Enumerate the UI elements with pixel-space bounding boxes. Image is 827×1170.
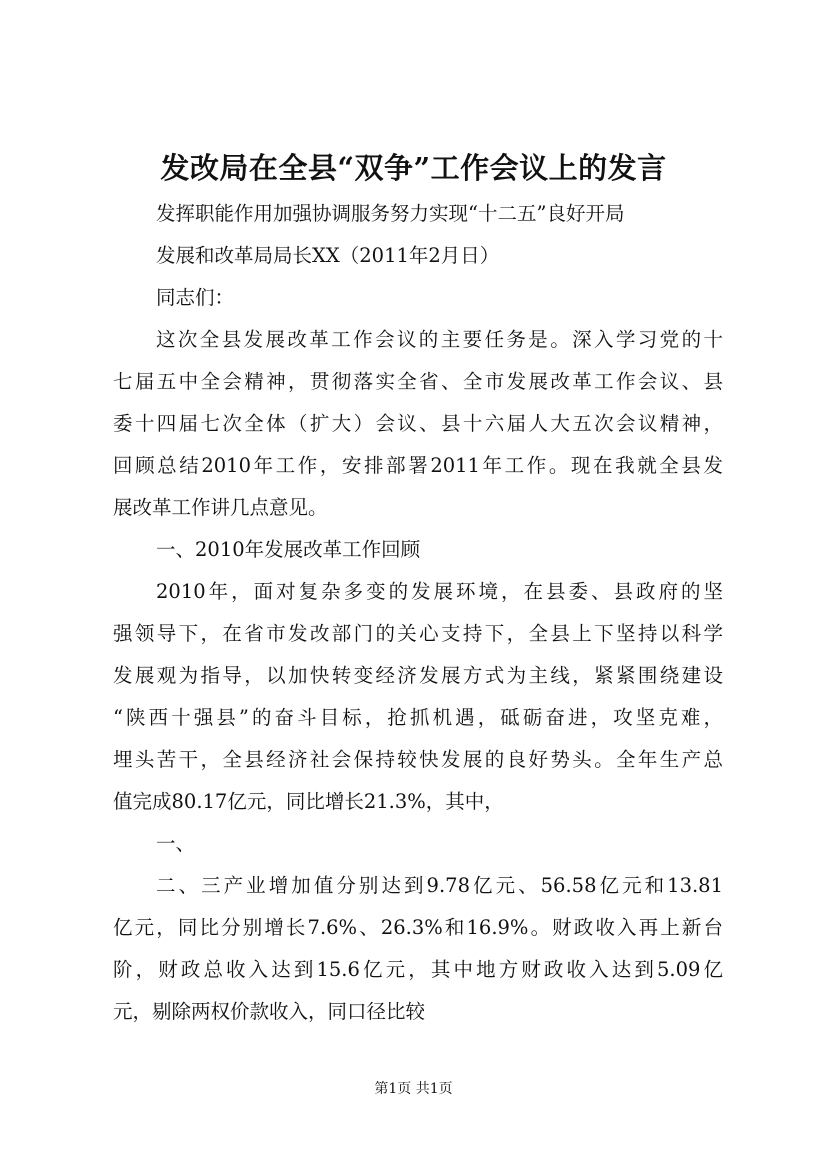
paragraph-line: 元，剔除两权价款收入，同口径比较 [113,1000,426,1023]
paragraph-line: 亿元，同比分别增长7.6%、26.3%和16.9%。财政收入再上新台 [113,916,723,939]
paragraph-line: 强领导下，在省市发改部门的关心支持下，全县上下坚持以科学 [113,622,723,645]
paragraph-line: 埋头苦干，全县经济社会保持较快发展的良好势头。全年生产总 [113,748,723,771]
paragraph-line: 委十四届七次全体（扩大）会议、县十六届人大五次会议精神， [113,412,723,435]
paragraph-line: “陕西十强县”的奋斗目标，抢抓机遇，砥砺奋进，攻坚克难， [113,706,723,729]
paragraph-line: 七届五中全会精神，贯彻落实全省、全市发展改革工作会议、县 [113,370,723,393]
page-number-footer: 第1页 共1页 [374,1081,453,1097]
paragraph-line: 二、三产业增加值分别达到9.78亿元、56.58亿元和13.81 [156,874,723,897]
paragraph-line: 这次全县发展改革工作会议的主要任务是。深入学习党的十 [156,328,723,351]
paragraph-line: 发展观为指导，以加快转变经济发展方式为主线，紧紧围绕建设 [113,664,723,687]
paragraph-line: 一、 [156,832,196,855]
author-line: 发展和改革局局长XX（2011年2月日） [156,244,500,267]
paragraph-line: 阶，财政总收入达到15.6亿元，其中地方财政收入达到5.09亿 [113,958,723,981]
section-heading: 一、2010年发展改革工作回顾 [156,538,421,561]
salutation-line: 同志们： [156,286,235,309]
paragraph-line: 回顾总结2010年工作，安排部署2011年工作。现在我就全县发 [113,454,723,477]
paragraph-line: 值完成80.17亿元，同比增长21.3%，其中， [113,790,504,813]
subtitle-line: 发挥职能作用加强协调服务努力实现“十二五”良好开局 [156,202,625,225]
paragraph-line: 展改革工作讲几点意见。 [113,496,328,519]
paragraph-line: 2010年，面对复杂多变的发展环境，在县委、县政府的坚 [156,580,723,603]
document-title: 发改局在全县“双争”工作会议上的发言 [160,151,667,185]
